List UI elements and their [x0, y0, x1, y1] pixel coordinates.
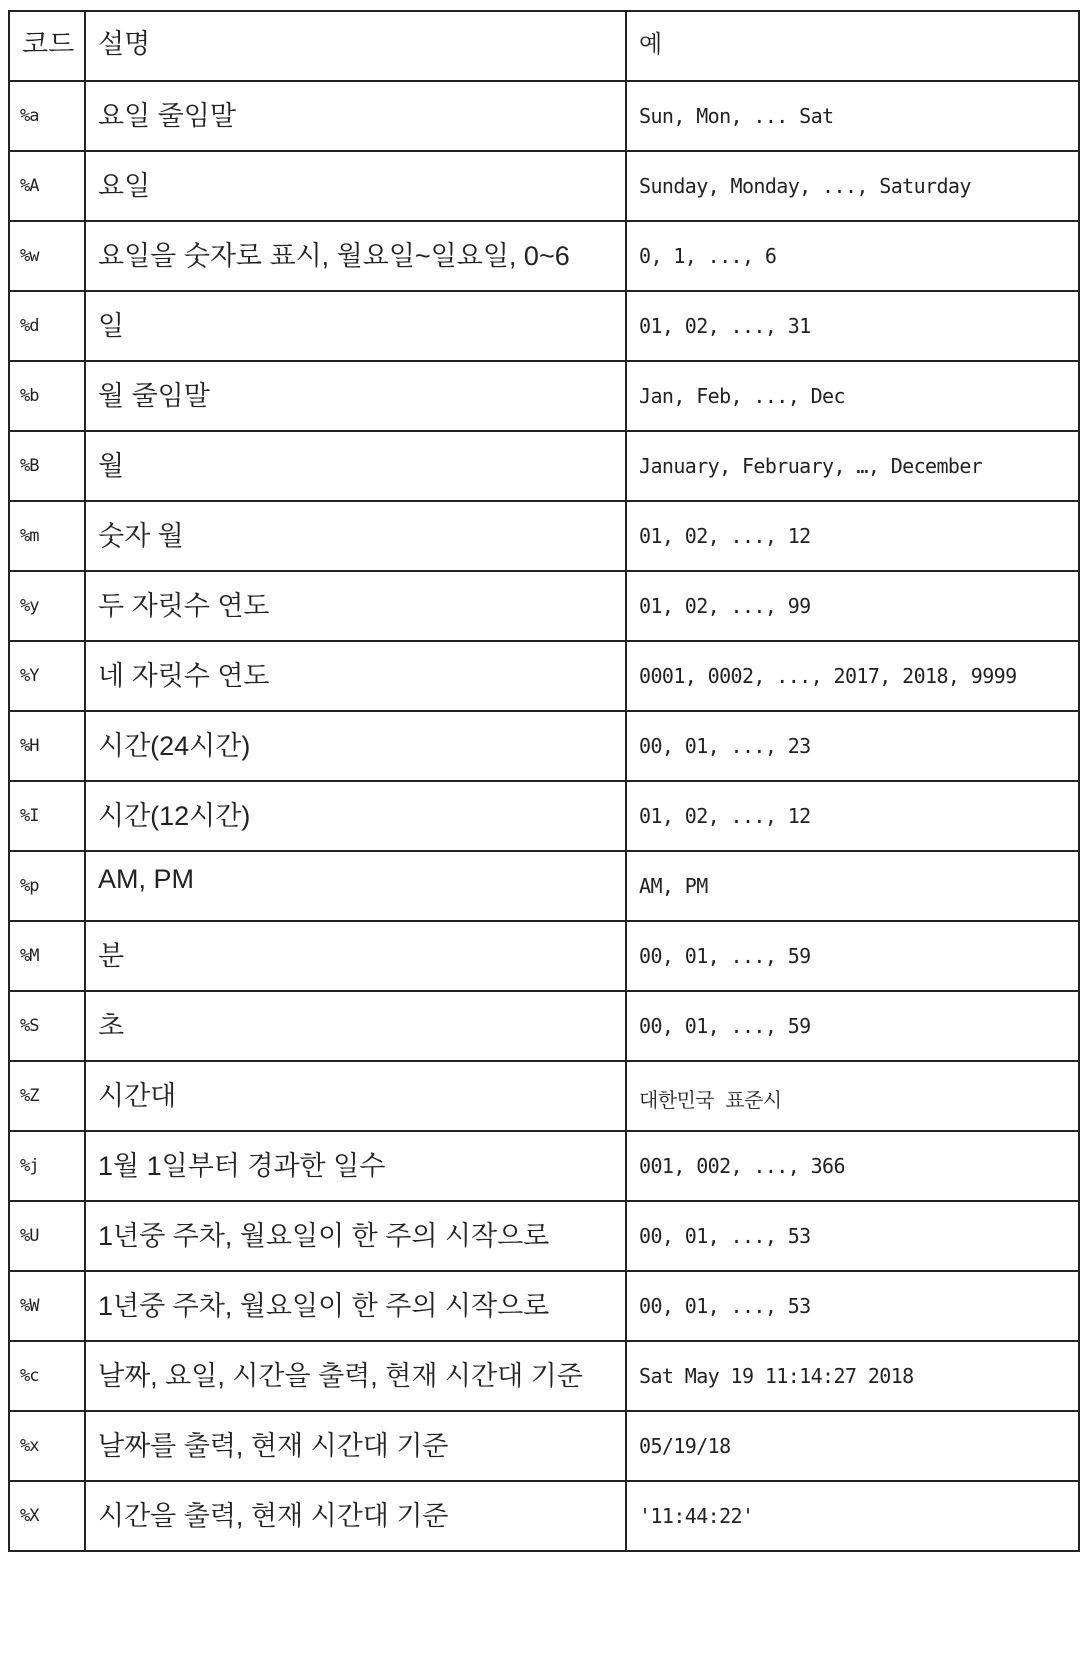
row-example: 01, 02, ..., 12 — [626, 501, 1079, 571]
row-example: Jan, Feb, ..., Dec — [626, 361, 1079, 431]
table-row — [9, 1061, 1079, 1131]
header-code: 코드 — [9, 11, 85, 81]
table-row — [9, 641, 1079, 711]
row-description: 시간(12시간) — [85, 781, 626, 851]
table-row — [9, 1341, 1079, 1411]
row-description: 월 — [85, 431, 626, 501]
header-example: 예 — [626, 11, 1079, 81]
row-code: %d — [9, 291, 85, 361]
row-description: 1월 1일부터 경과한 일수 — [85, 1131, 626, 1201]
row-example: 05/19/18 — [626, 1411, 1079, 1481]
table-row — [9, 431, 1079, 501]
row-description: 시간대 — [85, 1061, 626, 1131]
row-code: %a — [9, 81, 85, 151]
row-code: %A — [9, 151, 85, 221]
row-code: %b — [9, 361, 85, 431]
row-code: %p — [9, 851, 85, 921]
table-row — [9, 291, 1079, 361]
row-example: 00, 01, ..., 59 — [626, 991, 1079, 1061]
row-example: January, February, …, December — [626, 431, 1079, 501]
row-code: %U — [9, 1201, 85, 1271]
row-description: 월 줄임말 — [85, 361, 626, 431]
table-row — [9, 921, 1079, 991]
table-row — [9, 711, 1079, 781]
row-code: %Z — [9, 1061, 85, 1131]
row-example: 00, 01, ..., 23 — [626, 711, 1079, 781]
table-header-row — [9, 11, 1079, 81]
table-row — [9, 501, 1079, 571]
row-example: 001, 002, ..., 366 — [626, 1131, 1079, 1201]
row-description: 숫자 월 — [85, 501, 626, 571]
row-example: 01, 02, ..., 31 — [626, 291, 1079, 361]
row-code: %H — [9, 711, 85, 781]
row-description: 요일을 숫자로 표시, 월요일~일요일, 0~6 — [85, 221, 626, 291]
table-row — [9, 1481, 1079, 1551]
row-code: %M — [9, 921, 85, 991]
row-description: 네 자릿수 연도 — [85, 641, 626, 711]
row-description: 1년중 주차, 월요일이 한 주의 시작으로 — [85, 1201, 626, 1271]
table-row — [9, 1411, 1079, 1481]
row-code: %X — [9, 1481, 85, 1551]
table-row — [9, 151, 1079, 221]
row-example: 0001, 0002, ..., 2017, 2018, 9999 — [626, 641, 1079, 711]
row-description: 일 — [85, 291, 626, 361]
row-code: %j — [9, 1131, 85, 1201]
row-code: %Y — [9, 641, 85, 711]
row-description: 요일 — [85, 151, 626, 221]
row-code: %x — [9, 1411, 85, 1481]
table-row — [9, 851, 1079, 921]
row-description: AM, PM — [85, 851, 626, 921]
row-description: 날짜, 요일, 시간을 출력, 현재 시간대 기준 — [85, 1341, 626, 1411]
table-row — [9, 361, 1079, 431]
row-example: 0, 1, ..., 6 — [626, 221, 1079, 291]
row-code: %S — [9, 991, 85, 1061]
row-description: 초 — [85, 991, 626, 1061]
row-description: 시간(24시간) — [85, 711, 626, 781]
row-description: 두 자릿수 연도 — [85, 571, 626, 641]
row-code: %B — [9, 431, 85, 501]
table-row — [9, 1131, 1079, 1201]
header-description: 설명 — [85, 11, 626, 81]
row-code: %m — [9, 501, 85, 571]
row-description: 요일 줄임말 — [85, 81, 626, 151]
row-code: %W — [9, 1271, 85, 1341]
row-example: Sun, Mon, ... Sat — [626, 81, 1079, 151]
row-description: 시간을 출력, 현재 시간대 기준 — [85, 1481, 626, 1551]
table-row — [9, 781, 1079, 851]
row-example: 01, 02, ..., 99 — [626, 571, 1079, 641]
row-example: 01, 02, ..., 12 — [626, 781, 1079, 851]
table-row — [9, 571, 1079, 641]
table-row — [9, 81, 1079, 151]
table-row — [9, 1201, 1079, 1271]
row-example: Sat May 19 11:14:27 2018 — [626, 1341, 1079, 1411]
row-example: '11:44:22' — [626, 1481, 1079, 1551]
row-example: 00, 01, ..., 59 — [626, 921, 1079, 991]
format-code-table — [8, 10, 1080, 1552]
row-example: AM, PM — [626, 851, 1079, 921]
table-row — [9, 991, 1079, 1061]
row-code: %c — [9, 1341, 85, 1411]
row-description: 분 — [85, 921, 626, 991]
row-code: %y — [9, 571, 85, 641]
row-example: 대한민국 표준시 — [626, 1061, 1079, 1131]
row-example: 00, 01, ..., 53 — [626, 1201, 1079, 1271]
row-example: 00, 01, ..., 53 — [626, 1271, 1079, 1341]
row-code: %I — [9, 781, 85, 851]
row-description: 날짜를 출력, 현재 시간대 기준 — [85, 1411, 626, 1481]
table-row — [9, 1271, 1079, 1341]
row-example: Sunday, Monday, ..., Saturday — [626, 151, 1079, 221]
table-row — [9, 221, 1079, 291]
row-code: %w — [9, 221, 85, 291]
row-description: 1년중 주차, 월요일이 한 주의 시작으로 — [85, 1271, 626, 1341]
